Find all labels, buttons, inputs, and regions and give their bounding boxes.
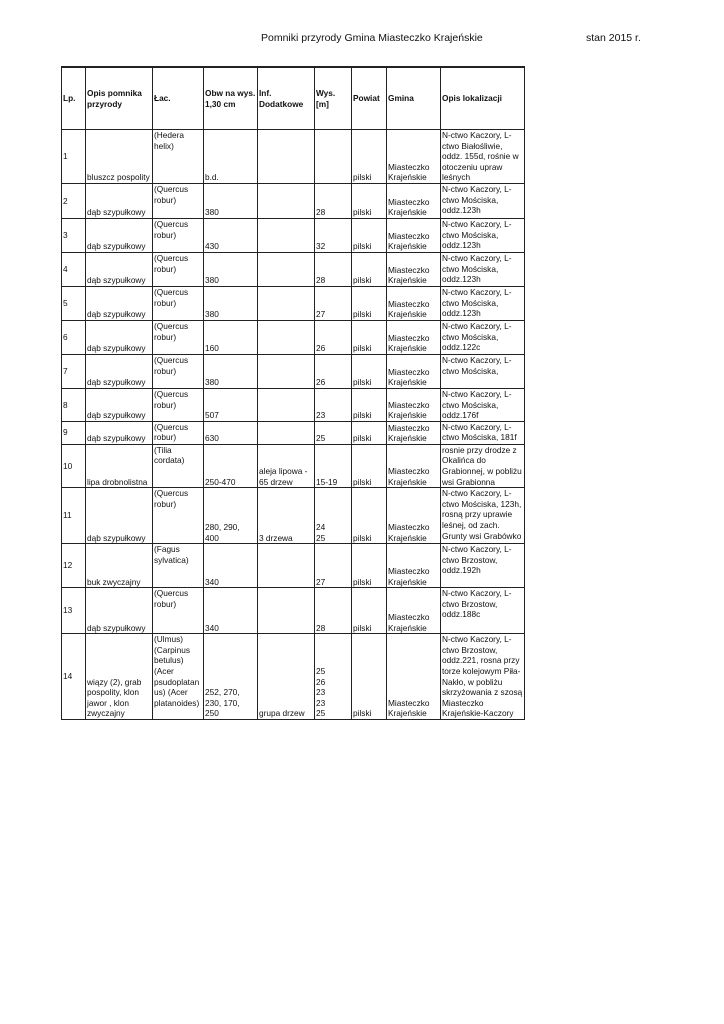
cell-obw: 160 <box>204 320 258 354</box>
cell-inf <box>258 183 315 218</box>
table-row <box>62 421 525 444</box>
cell-lp: 2 <box>62 183 86 218</box>
table-row <box>62 588 525 634</box>
cell-opis: dąb szypułkowy <box>86 421 153 444</box>
cell-obw: b.d. <box>204 130 258 184</box>
cell-lokalizacja: N-ctwo Kaczory, L-ctwo Brzostow, oddz.188c <box>441 588 525 634</box>
cell-powiat: pilski <box>352 320 387 354</box>
cell-lp: 6 <box>62 320 86 354</box>
cell-wys: 28 <box>315 588 352 634</box>
cell-wys: 26 <box>315 320 352 354</box>
cell-lac: (Quercus robur) <box>153 320 204 354</box>
cell-opis: lipa drobnolistna <box>86 444 153 487</box>
cell-obw: 252, 270, 230, 170, 250 <box>204 634 258 720</box>
cell-powiat: pilski <box>352 286 387 320</box>
cell-obw: 280, 290, 400 <box>204 488 258 544</box>
cell-gmina: Miasteczko Krajeńskie <box>387 488 441 544</box>
cell-lokalizacja: N-ctwo Kaczory, L-ctwo Mościska, oddz.123h <box>441 218 525 252</box>
cell-lokalizacja: N-ctwo Kaczory, L-ctwo Mościska, 181f <box>441 421 525 444</box>
col-header-lac: Łac. <box>153 67 204 130</box>
cell-opis: dąb szypułkowy <box>86 488 153 544</box>
cell-lp: 1 <box>62 130 86 184</box>
col-header-powiat: Powiat <box>352 67 387 130</box>
cell-powiat: pilski <box>352 130 387 184</box>
cell-lac: (Ulmus) (Carpinus betulus) (Acer psudoplatan us) (Acer platanoides) <box>153 634 204 720</box>
table-row <box>62 544 525 588</box>
cell-wys: 15-19 <box>315 444 352 487</box>
cell-gmina: Miasteczko Krajeńskie <box>387 444 441 487</box>
cell-wys: 23 <box>315 388 352 421</box>
cell-opis: dąb szypułkowy <box>86 252 153 286</box>
cell-gmina: Miasteczko Krajeńskie <box>387 421 441 444</box>
monuments-table <box>61 66 525 720</box>
table-header-row <box>62 67 525 130</box>
cell-powiat: pilski <box>352 421 387 444</box>
cell-obw: 630 <box>204 421 258 444</box>
cell-gmina: Miasteczko Krajeńskie <box>387 286 441 320</box>
table-row <box>62 130 525 184</box>
cell-obw: 507 <box>204 388 258 421</box>
cell-gmina: Miasteczko Krajeńskie <box>387 588 441 634</box>
table-row <box>62 444 525 487</box>
cell-opis: wiązy (2), grab pospolity, klon jawor , klon zwyczajny <box>86 634 153 720</box>
cell-gmina: Miasteczko Krajeńskie <box>387 634 441 720</box>
cell-lac: (Hedera helix) <box>153 130 204 184</box>
cell-wys: 26 <box>315 354 352 388</box>
cell-lokalizacja: N-ctwo Kaczory, L-ctwo Mościska, <box>441 354 525 388</box>
cell-wys: 27 <box>315 286 352 320</box>
cell-inf <box>258 286 315 320</box>
cell-powiat: pilski <box>352 218 387 252</box>
table-body <box>62 130 525 720</box>
cell-opis: dąb szypułkowy <box>86 286 153 320</box>
cell-gmina: Miasteczko Krajeńskie <box>387 354 441 388</box>
cell-lp: 11 <box>62 488 86 544</box>
cell-lp: 10 <box>62 444 86 487</box>
cell-lac: (Quercus robur) <box>153 252 204 286</box>
cell-lokalizacja: N-ctwo Kaczory, L-ctwo Mościska, oddz.123h <box>441 183 525 218</box>
document-date: stan 2015 r. <box>586 32 641 44</box>
cell-lokalizacja: N-ctwo Kaczory, L-ctwo Brzostow, oddz.221, rosna przy torze kolejowym Piła-Nakło, w pobliżu skrzyżowania z szosą Miasteczko Krajeńskie-Kaczory <box>441 634 525 720</box>
cell-lac: (Quercus robur) <box>153 488 204 544</box>
cell-gmina: Miasteczko Krajeńskie <box>387 130 441 184</box>
cell-lac: (Fagus sylvatica) <box>153 544 204 588</box>
col-header-obw: Obw na wys. 1,30 cm <box>204 67 258 130</box>
cell-lp: 9 <box>62 421 86 444</box>
cell-powiat: pilski <box>352 252 387 286</box>
cell-inf <box>258 320 315 354</box>
table-row <box>62 320 525 354</box>
col-header-opis: Opis pomnika przyrody <box>86 67 153 130</box>
cell-opis: dąb szypułkowy <box>86 183 153 218</box>
cell-powiat: pilski <box>352 388 387 421</box>
cell-inf <box>258 588 315 634</box>
table-row <box>62 354 525 388</box>
cell-gmina: Miasteczko Krajeńskie <box>387 388 441 421</box>
cell-gmina: Miasteczko Krajeńskie <box>387 252 441 286</box>
cell-inf <box>258 354 315 388</box>
cell-wys: 24 25 <box>315 488 352 544</box>
cell-opis: dąb szypułkowy <box>86 218 153 252</box>
cell-lp: 5 <box>62 286 86 320</box>
cell-obw: 380 <box>204 183 258 218</box>
cell-inf <box>258 218 315 252</box>
table-row <box>62 218 525 252</box>
cell-lokalizacja: N-ctwo Kaczory, L-ctwo Mościska, oddz.176f <box>441 388 525 421</box>
cell-lac: (Quercus robur) <box>153 218 204 252</box>
cell-lokalizacja: N-ctwo Kaczory, L-ctwo Mościska, oddz.122c <box>441 320 525 354</box>
cell-wys: 28 <box>315 252 352 286</box>
cell-lac: (Tilia cordata) <box>153 444 204 487</box>
cell-opis: buk zwyczajny <box>86 544 153 588</box>
cell-powiat: pilski <box>352 354 387 388</box>
cell-obw: 380 <box>204 252 258 286</box>
cell-lp: 8 <box>62 388 86 421</box>
cell-lac: (Quercus robur) <box>153 183 204 218</box>
cell-lp: 7 <box>62 354 86 388</box>
cell-inf <box>258 252 315 286</box>
cell-powiat: pilski <box>352 634 387 720</box>
table-row <box>62 488 525 544</box>
cell-lokalizacja: N-ctwo Kaczory, L-ctwo Mościska, 123h, rosną przy uprawie leśnej, od zach. Grunty wsi Grabówko <box>441 488 525 544</box>
cell-obw: 250-470 <box>204 444 258 487</box>
cell-wys: 32 <box>315 218 352 252</box>
cell-lac: (Quercus robur) <box>153 286 204 320</box>
cell-opis: dąb szypułkowy <box>86 388 153 421</box>
table-row <box>62 286 525 320</box>
table-row <box>62 634 525 720</box>
cell-lp: 12 <box>62 544 86 588</box>
cell-lp: 13 <box>62 588 86 634</box>
col-header-lokalizacja: Opis lokalizacji <box>441 67 525 130</box>
document-title: Pomniki przyrody Gmina Miasteczko Krajeńskie <box>261 32 483 44</box>
cell-lokalizacja: N-ctwo Kaczory, L-ctwo Białośliwie, oddz. 155d, rośnie w otoczeniu upraw leśnych <box>441 130 525 184</box>
cell-lac: (Quercus robur) <box>153 354 204 388</box>
table-row <box>62 183 525 218</box>
cell-obw: 380 <box>204 286 258 320</box>
cell-obw: 340 <box>204 588 258 634</box>
cell-inf <box>258 544 315 588</box>
cell-lac: (Quercus robur) <box>153 421 204 444</box>
col-header-wys: Wys. [m] <box>315 67 352 130</box>
cell-obw: 430 <box>204 218 258 252</box>
cell-wys <box>315 130 352 184</box>
cell-inf: grupa drzew <box>258 634 315 720</box>
cell-lokalizacja: N-ctwo Kaczory, L-ctwo Mościska, oddz.123h <box>441 252 525 286</box>
cell-gmina: Miasteczko Krajeńskie <box>387 320 441 354</box>
cell-powiat: pilski <box>352 183 387 218</box>
cell-powiat: pilski <box>352 488 387 544</box>
cell-opis: bluszcz pospolity <box>86 130 153 184</box>
cell-wys: 27 <box>315 544 352 588</box>
cell-lac: (Quercus robur) <box>153 588 204 634</box>
cell-inf: aleja lipowa - 65 drzew <box>258 444 315 487</box>
cell-obw: 380 <box>204 354 258 388</box>
cell-gmina: Miasteczko Krajeńskie <box>387 544 441 588</box>
cell-powiat: pilski <box>352 444 387 487</box>
cell-lokalizacja: N-ctwo Kaczory, L-ctwo Mościska, oddz.123h <box>441 286 525 320</box>
cell-powiat: pilski <box>352 544 387 588</box>
cell-opis: dąb szypułkowy <box>86 354 153 388</box>
cell-opis: dąb szypułkowy <box>86 320 153 354</box>
cell-lp: 14 <box>62 634 86 720</box>
cell-wys: 25 26 23 23 25 <box>315 634 352 720</box>
cell-lokalizacja: rosnie przy drodze z Okalińca do Grabionnej, w pobliżu wsi Grabionna <box>441 444 525 487</box>
cell-lp: 4 <box>62 252 86 286</box>
cell-inf <box>258 130 315 184</box>
cell-lokalizacja: N-ctwo Kaczory, L-ctwo Brzostow, oddz.192h <box>441 544 525 588</box>
cell-inf: 3 drzewa <box>258 488 315 544</box>
cell-inf <box>258 421 315 444</box>
cell-lac: (Quercus robur) <box>153 388 204 421</box>
col-header-lp: Lp. <box>62 67 86 130</box>
cell-opis: dąb szypułkowy <box>86 588 153 634</box>
col-header-inf: Inf. Dodatkowe <box>258 67 315 130</box>
cell-wys: 25 <box>315 421 352 444</box>
cell-wys: 28 <box>315 183 352 218</box>
cell-inf <box>258 388 315 421</box>
cell-lp: 3 <box>62 218 86 252</box>
cell-gmina: Miasteczko Krajeńskie <box>387 183 441 218</box>
cell-powiat: pilski <box>352 588 387 634</box>
cell-gmina: Miasteczko Krajeńskie <box>387 218 441 252</box>
table-row <box>62 388 525 421</box>
col-header-gmina: Gmina <box>387 67 441 130</box>
table-row <box>62 252 525 286</box>
cell-obw: 340 <box>204 544 258 588</box>
